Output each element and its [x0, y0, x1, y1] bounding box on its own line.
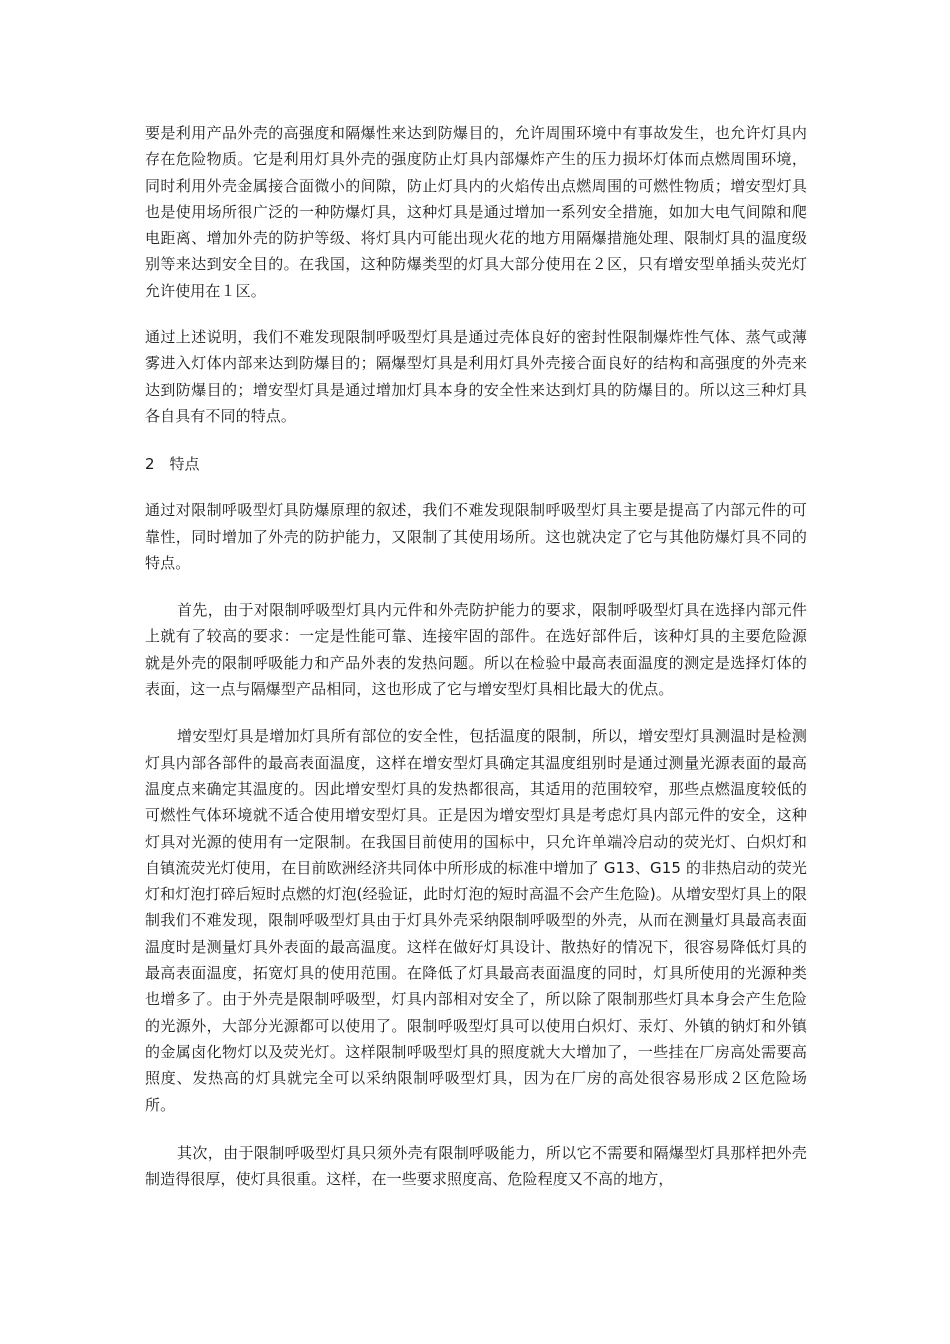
paragraph-summary: 通过上述说明，我们不难发现限制呼吸型灯具是通过壳体良好的密封性限制爆炸性气体、蒸气或薄雾进入灯体内部来达到防爆目的；隔爆型灯具是利用灯具外壳接合面良好的结构和高强度的外壳来达到防爆目的；增安型灯具是通过增加灯具本身的安全性来达到灯具的防爆目的。所以这三种灯具各自具有不同的特点。 [145, 328, 807, 425]
paragraph-explosion-proof-types: 要是利用产品外壳的高强度和隔爆性来达到防爆目的，允许周围环境中有事故发生，也允许灯具内存在危险物质。它是利用灯具外壳的强度防止灯具内部爆炸产生的压力损坏灯体而点燃周围环境，同时利用外壳金属接合面微小的间隙，防止灯具内的火焰传出点燃周围的可燃性物质；增安型灯具也是使用场所很广泛的一种防爆灯具，这种灯具是通过增加一系列安全措施，如加大电气间隙和爬电距离、增加外壳的防护等级、将灯具内可能出现火花的地方用隔爆措施处理、限制灯具的温度级别等来达到安全目的。在我国，这种防爆类型的灯具大部分使用在２区，只有增安型单插头荧光灯允许使用在１区。 [145, 124, 807, 300]
paragraph-increased-safety: 增安型灯具是增加灯具所有部位的安全性，包括温度的限制，所以，增安型灯具测温时是检测灯具内部各部件的最高表面温度，这样在增安型灯具确定其温度组别时是通过测量光源表面的最高温度点来确定其温度的。因此增安型灯具的发热都很高，其适用的范围较窄，那些点燃温度较低的可燃性气体环境就不适合使用增安型灯具。正是因为增安型灯具是考虑灯具内部元件的安全，这种灯具对光源的使用有一定限制。在我国目前使用的国标中，只允许单端冷启动的荧光灯、白炽灯和自镇流荧光灯使用，在目前欧洲经济共同体中所形成的标准中增加了 G13、G15 的非热启动的荧光灯和灯泡打碎后短时点燃的灯泡(经验证，此时灯泡的短时高温不会产生危险)。从增安型灯具上的限制我们不难发现，限制呼吸型灯具由于灯具外壳采纳限制呼吸型的外壳，从而在测量灯具最高表面温度时是测量灯具外表面的最高温度。这样在做好灯具设计、散热好的情况下，很容易降低灯具的最高表面温度，拓宽灯具的使用范围。在降低了灯具最高表面温度的同时，灯具所使用的光源种类也增多了。由于外壳是限制呼吸型，灯具内部相对安全了，所以除了限制那些灯具本身会产生危险的光源外，大部分光源都可以使用了。限制呼吸型灯具可以使用白炽灯、汞灯、外镇的钠灯和外镇的金属卤化物灯以及荧光灯。这样限制呼吸型灯具的照度就大大增加了，一些挂在厂房高处需要高照度、发热高的灯具就完全可以采纳限制呼吸型灯具，因为在厂房的高处很容易形成２区危险场所。 [145, 727, 807, 1114]
paragraph-second-point: 其次，由于限制呼吸型灯具只须外壳有限制呼吸能力，所以它不需要和隔爆型灯具那样把外壳制造得很厚，使灯具很重。这样，在一些要求照度高、危险程度又不高的地方， [145, 1143, 807, 1189]
paragraph-first-point: 首先，由于对限制呼吸型灯具内元件和外壳防护能力的要求，限制呼吸型灯具在选择内部元件上就有了较高的要求：一定是性能可靠、连接牢固的部件。在选好部件后，该种灯具的主要危险源就是外壳的限制呼吸能力和产品外表的发热问题。所以在检验中最高表面温度的测定是选择灯体的表面，这一点与隔爆型产品相同，这也形成了它与增安型灯具相比最大的优点。 [145, 601, 807, 699]
document-body [145, 120, 807, 1192]
paragraph-features-intro: 通过对限制呼吸型灯具防爆原理的叙述，我们不难发现限制呼吸型灯具主要是提高了内部元件的可靠性，同时增加了外壳的防护能力，又限制了其使用场所。这也就决定了它与其他防爆灯具不同的特点。 [145, 501, 807, 572]
section-heading-features: 2 特点 [145, 455, 200, 474]
